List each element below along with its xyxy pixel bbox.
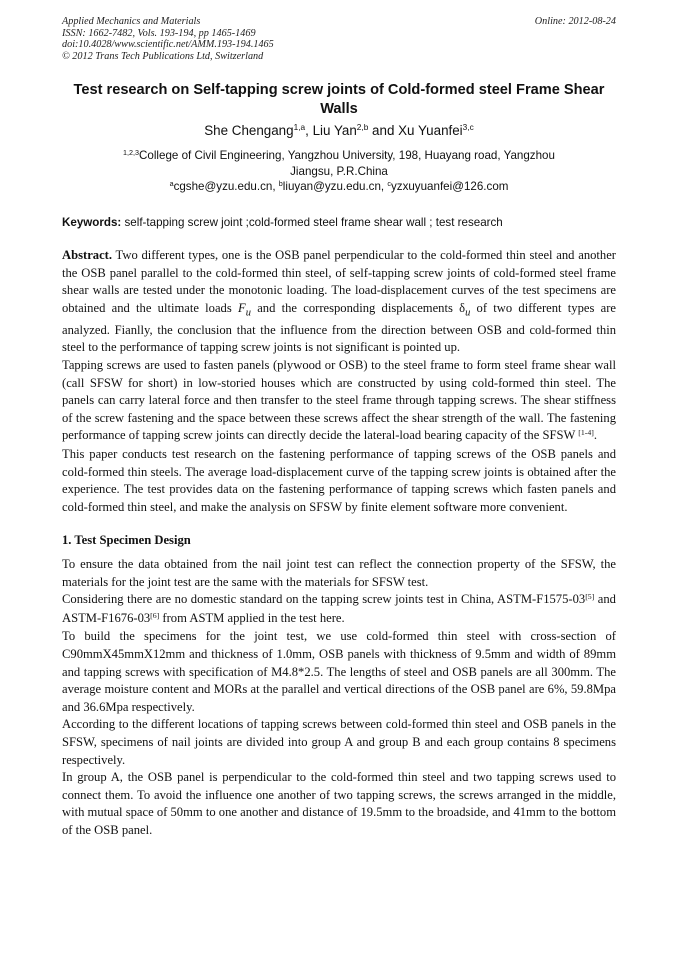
section-heading: 1. Test Specimen Design	[62, 533, 191, 548]
symbol-fu-sub: u	[245, 307, 251, 319]
journal-name: Applied Mechanics and Materials	[62, 16, 201, 27]
author-sup: 3,c	[462, 122, 474, 133]
abstract-text: and the corresponding displacements δ	[250, 300, 466, 315]
citation: [6]	[150, 610, 160, 620]
abstract-label: Abstract.	[62, 248, 113, 262]
affiliation-text: College of Civil Engineering, Yangzhou University, 198, Huayang road, Yangzhou	[139, 149, 555, 162]
online-date: Online: 2012-08-24	[534, 16, 616, 27]
email-address: yzxuyuanfei@126.com	[390, 180, 509, 193]
email-sup: b	[278, 179, 283, 189]
author-separator: ,	[305, 123, 313, 138]
section-paragraph	[62, 591, 616, 628]
author-name: She Chengang	[204, 123, 294, 138]
affiliation-line	[62, 148, 616, 164]
symbol-du-sub: u	[465, 307, 471, 319]
email-sup: a	[169, 179, 174, 189]
affiliation-sup: 1,2,3	[123, 148, 140, 158]
email-address: cgshe@yzu.edu.cn,	[173, 180, 279, 193]
symbol-fu: F	[238, 300, 246, 315]
author-sup: 1,a	[293, 122, 306, 133]
abstract-text: of two different types are analyzed. Fianlly, the conclusion that the influence from the direction between OSB and cold-formed thin steel to the performance of tapping screw joints is not significant is pointed up.	[62, 300, 616, 355]
section-text: Considering there are no domestic standard on the tapping screw joints test in China, ASTM-F1575-03	[62, 592, 586, 607]
email-sup: c	[387, 179, 391, 189]
email-line	[62, 179, 616, 195]
intro-paragraph: This paper conducts test research on the fastening performance of tapping screws of the OSB panels and cold-formed thin steels. The average load-displacement curve of the tapping screw joints is obtained after the experience. The test provides data on the fastening performance of tapping screws which fasten panels and cold-formed thin steel, and make the analysis on SFSW by finite element software more convenient.	[62, 447, 616, 514]
intro-text: Tapping screws are used to fasten panels (plywood or OSB) to the steel frame to form steel frame shear wall (call SFSW for short) in low-storied houses which are constructed by using cold-formed thin steel. The panels can carry lateral force and then transfer to the steel frame through tapping screws. The shear stiffness of the screw fastening and the space between these screws affect the shear strength of the wall. The fastening performance of tapping screw joints can directly decide the lateral-load bearing capacity of the SFSW	[62, 358, 616, 443]
email-address: liuyan@yzu.edu.cn,	[282, 180, 388, 193]
journal-header	[62, 16, 616, 62]
doi-line: doi:10.4028/www.scientific.net/AMM.193-194.1465	[62, 39, 274, 51]
keywords-label: Keywords:	[62, 216, 122, 229]
author-name: Liu Yan	[312, 123, 357, 138]
author-list	[62, 122, 616, 141]
section-paragraph: According to the different locations of tapping screws between cold-formed thin steel and OSB panels in the SFSW, specimens of nail joints are divided into group A and group B and each group contains 8 specimens respectively.	[62, 717, 616, 767]
affiliation-line-2: Jiangsu, P.R.China	[290, 165, 388, 178]
affiliation-block	[62, 148, 616, 195]
section-paragraph: To ensure the data obtained from the nail joint test can reflect the connection property of the SFSW, the materials for the joint test are the same with the materials for SFSW test.	[62, 557, 616, 589]
author-sup: 2,b	[356, 122, 369, 133]
intro-paragraph	[62, 357, 616, 446]
intro-text: .	[593, 428, 598, 443]
keywords	[62, 215, 616, 230]
citation: [1-4]	[578, 428, 594, 438]
abstract-text: Two different types, one is the OSB panel perpendicular to the cold-formed thin steel and another the OSB panel parallel to the cold-formed thin steel, of self-tapping screw joints of cold-formed steel frame shear walls are tested under the monotonic loading. The load-displacement curves of the test specimens are obtained and the ultimate loads	[62, 248, 616, 315]
abstract-paragraph	[62, 247, 616, 357]
author-name: Xu Yuanfei	[398, 123, 463, 138]
paper-body	[62, 247, 616, 840]
copyright-line: © 2012 Trans Tech Publications Ltd, Switzerland	[62, 50, 264, 62]
paper-title: Test research on Self-tapping screw joints of Cold-formed steel Frame Shear Walls	[73, 82, 605, 117]
section-text: from ASTM applied in the test here.	[159, 610, 345, 625]
section-text: and ASTM-F1676-03	[62, 592, 616, 625]
citation: [5]	[585, 591, 595, 601]
issn-line: ISSN: 1662-7482, Vols. 193-194, pp 1465-1469	[62, 27, 256, 39]
section-paragraph: To build the specimens for the joint test, we use cold-formed thin steel with cross-section of C90mmX45mmX12mm and thickness of 1.0mm, OSB panels with thickness of 9.5mm and width of 89mm and tapping screws with specification of M4.8*2.5. The lengths of steel and OSB panels are all 300mm. The average moisture content and MORs at the parallel and vertical directions of the OSB panel are 6%, 59.8Mpa and 36.6Mpa respectively.	[62, 629, 616, 714]
author-separator: and	[368, 123, 399, 138]
keywords-text: self-tapping screw joint ;cold-formed steel frame shear wall ; test research	[121, 216, 503, 229]
section-paragraph: In group A, the OSB panel is perpendicular to the cold-formed thin steel and two tapping screws used to connect them. To avoid the influence one another of two tapping screws, the screws arranged in the middle, with mutual space of 50mm to one another and distance of 19.5mm to the broadside, and 41mm to the bottom of the OSB panel.	[62, 770, 616, 837]
